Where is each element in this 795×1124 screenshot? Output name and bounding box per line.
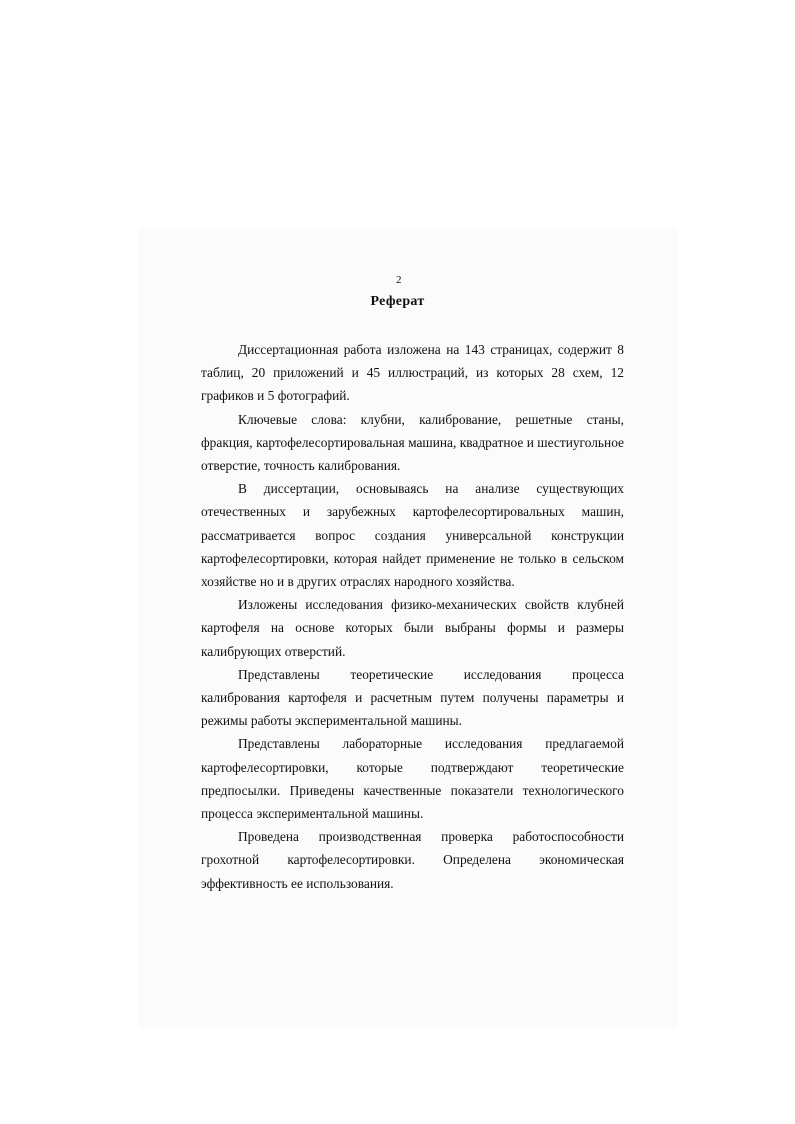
paragraph-document-stats: Диссертационная работа изложена на 143 страницах, содержит 8 таблиц, 20 приложений и 45 иллюстраций, из которых 28 схем, 12 графиков и 5 фотографий. (201, 342, 624, 404)
paragraph-theoretical-research: Представлены теоретические исследования процесса калибрования картофеля и расчетным путем получены параметры и режимы работы экспериментальной машины. (201, 666, 624, 729)
paragraph-keywords: Ключевые слова: клубни, калибрование, решетные станы, фракция, картофелесортировальная машина, квадратное и шестиугольное отверстие, точность калибрования. (201, 411, 624, 474)
page-title: Реферат (370, 294, 425, 309)
page-number: 2 (396, 274, 402, 286)
paragraph-physical-properties: Изложены исследования физико-механических свойств клубней картофеля на основе которых были выбраны формы и размеры калибрующих отверстий. (201, 597, 624, 659)
paragraph-dissertation-scope: В диссертации, основываясь на анализе существующих отечественных и зарубежных картофелесортировальных машин, рассматривается вопрос создания универсальной конструкции картофелесортировки, которая найдет применение не только в сельском хозяйстве но и в других отраслях народного хозяйства. (201, 481, 624, 590)
abstract-body (201, 338, 624, 895)
paragraph-production-testing: Проведена производственная проверка работоспособности грохотной картофелесортировки. Определена экономическая эффективность ее использования. (201, 829, 624, 891)
paragraph-laboratory-research: Представлены лабораторные исследования предлагаемой картофелесортировки, которые подтверждают теоретические предпосылки. Приведены качественные показатели технологического процесса экспериментальной машины. (201, 736, 624, 822)
